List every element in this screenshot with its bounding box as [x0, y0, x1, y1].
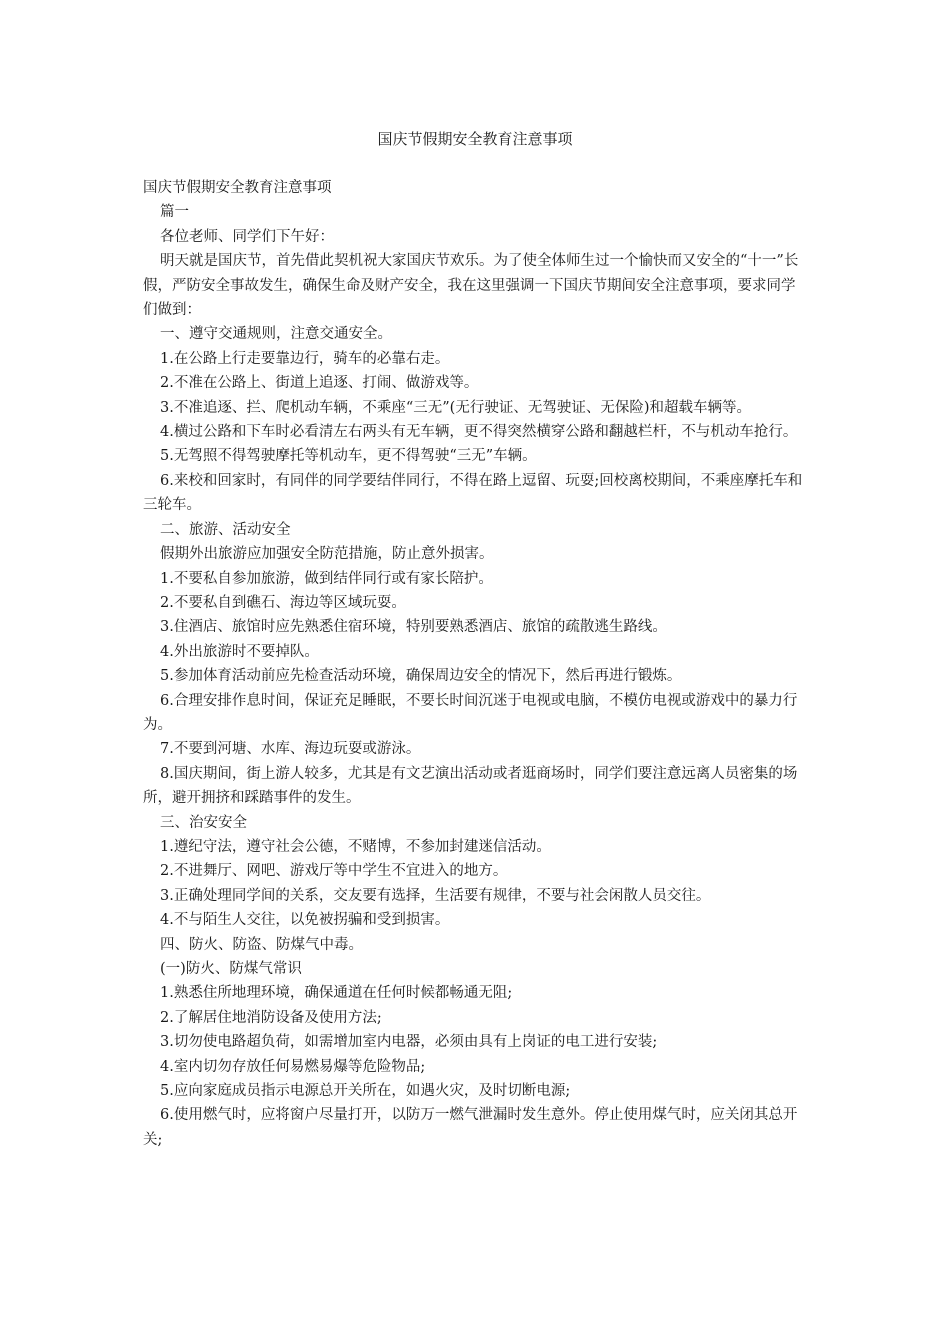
- paragraph: 国庆节假期安全教育注意事项: [143, 180, 332, 196]
- paragraph: 三、治安安全: [160, 814, 247, 831]
- document-body: [143, 176, 809, 1152]
- paragraph: 四、防火、防盗、防煤气中毒。: [160, 936, 363, 953]
- paragraph: 8.国庆期间，街上游人较多，尤其是有文艺演出活动或者逛商场时，同学们要注意远离人员密集的场所，避开拥挤和踩踏事件的发生。: [143, 765, 798, 807]
- paragraph: 2.了解居住地消防设备及使用方法;: [160, 1009, 382, 1026]
- paragraph: 1.在公路上行走要靠边行，骑车的必靠右走。: [160, 350, 450, 367]
- paragraph: 1.不要私自参加旅游，做到结伴同行或有家长陪护。: [160, 570, 493, 587]
- paragraph: 4.不与陌生人交往，以免被拐骗和受到损害。: [160, 912, 450, 929]
- paragraph: 4.横过公路和下车时必看清左右两头有无车辆，更不得突然横穿公路和翻越栏杆，不与机动车抢行。: [160, 424, 798, 441]
- document-title: 国庆节假期安全教育注意事项: [377, 130, 573, 148]
- paragraph: 7.不要到河塘、水库、海边玩耍或游泳。: [160, 741, 421, 758]
- paragraph: 各位老师、同学们下午好：: [160, 228, 334, 245]
- paragraph: 2.不进舞厅、网吧、游戏厅等中学生不宜进入的地方。: [160, 863, 508, 880]
- paragraph: 二、旅游、活动安全: [160, 521, 291, 538]
- paragraph: 5.参加体育活动前应先检查活动环境，确保周边安全的情况下，然后再进行锻炼。: [160, 668, 682, 685]
- paragraph: 3.住酒店、旅馆时应先熟悉住宿环境，特别要熟悉酒店、旅馆的疏散逃生路线。: [160, 619, 667, 636]
- paragraph: 2.不要私自到礁石、海边等区域玩耍。: [160, 594, 406, 611]
- paragraph: 4.外出旅游时不要掉队。: [160, 643, 319, 660]
- paragraph: 5.应向家庭成员指示电源总开关所在，如遇火灾，及时切断电源;: [160, 1083, 571, 1100]
- paragraph: 6.来校和回家时，有同伴的同学要结伴同行，不得在路上逗留、玩耍;回校离校期间，不乘座摩托车和三轮车。: [143, 472, 803, 514]
- paragraph: 3.正确处理同学间的关系，交友要有选择，生活要有规律，不要与社会闲散人员交往。: [160, 887, 711, 904]
- paragraph: 假期外出旅游应加强安全防范措施，防止意外损害。: [160, 546, 494, 563]
- paragraph: 一、遵守交通规则，注意交通安全。: [160, 326, 392, 343]
- paragraph: 6.使用燃气时，应将窗户尽量打开，以防万一燃气泄漏时发生意外。停止使用煤气时，应关闭其总开关;: [143, 1107, 798, 1148]
- paragraph: 6.合理安排作息时间，保证充足睡眠，不要长时间沉迷于电视或电脑，不模仿电视或游戏中的暴力行为。: [143, 692, 798, 733]
- paragraph: 3.不准追逐、拦、爬机动车辆，不乘座“三无”(无行驶证、无驾驶证、无保险)和超载车辆等。: [160, 399, 751, 416]
- paragraph: 篇一: [160, 204, 189, 221]
- paragraph: 4.室内切勿存放任何易燃易爆等危险物品;: [160, 1058, 426, 1075]
- paragraph: 明天就是国庆节，首先借此契机祝大家国庆节欢乐。为了使全体师生过一个愉快而又安全的“十一”长假，严防安全事故发生，确保生命及财产安全，我在这里强调一下国庆节期间安全注意事项，要求同学们做到：: [143, 253, 799, 319]
- paragraph: 2.不准在公路上、街道上追逐、打闹、做游戏等。: [160, 375, 479, 392]
- paragraph: (一)防火、防煤气常识: [160, 961, 302, 977]
- paragraph: 1.遵纪守法，遵守社会公德，不赌博，不参加封建迷信活动。: [160, 838, 551, 855]
- paragraph: 3.切勿使电路超负荷，如需增加室内电器，必须由具有上岗证的电工进行安装;: [160, 1034, 658, 1051]
- paragraph: 5.无驾照不得驾驶摩托等机动车，更不得驾驶“三无”车辆。: [160, 448, 537, 465]
- paragraph: 1.熟悉住所地理环境，确保通道在任何时候都畅通无阻;: [160, 985, 513, 1002]
